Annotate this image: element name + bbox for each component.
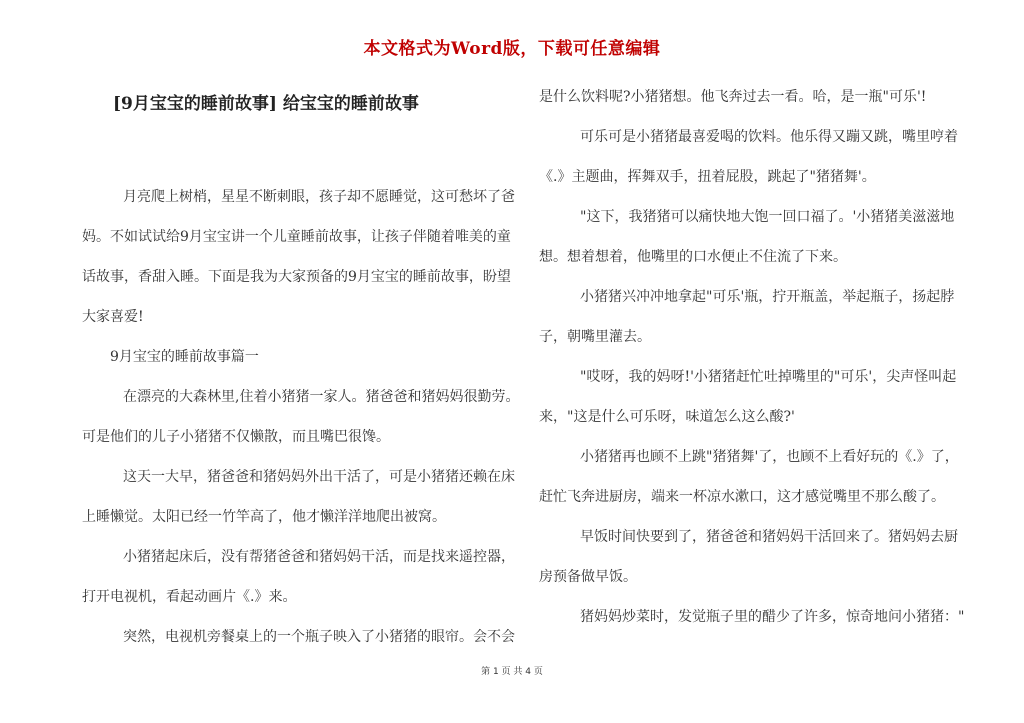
paragraph-line: 《.》主题曲，挥舞双手，扭着屁股，跳起了"猪猪舞'。	[539, 169, 876, 185]
paragraph-line: 上睡懒觉。太阳已经一竹竿高了，他才懒洋洋地爬出被窝。	[82, 509, 446, 525]
paragraph-line: 在漂亮的大森林里,住着小猪猪一家人。猪爸爸和猪妈妈很勤劳。	[123, 389, 520, 405]
paragraph-line: 赶忙飞奔进厨房，端来一杯凉水漱口，这才感觉嘴里不那么酸了。	[539, 489, 945, 505]
paragraph-line: 猪妈妈炒菜时，发觉瓶子里的醋少了许多，惊奇地问小猪猪："	[580, 609, 965, 625]
word-format-banner: 本文格式为Word版，下载可任意编辑	[363, 39, 661, 59]
paragraph-line: 打开电视机，看起动画片《.》来。	[82, 589, 297, 605]
paragraph-line: 小猪猪起床后，没有帮猪爸爸和猪妈妈干活，而是找来遥控器，	[123, 549, 515, 565]
paragraph-line: 小猪猪再也顾不上跳"猪猪舞'了，也顾不上看好玩的《.》了，	[580, 449, 959, 465]
paragraph-line: 妈。不如试试给9月宝宝讲一个儿童睡前故事，让孩子伴随着唯美的童	[82, 229, 511, 245]
page-number: 第 1 页 共 4 页	[481, 667, 543, 677]
paragraph-line: 可乐可是小猪猪最喜爱喝的饮料。他乐得又蹦又跳，嘴里哼着	[580, 129, 958, 145]
paragraph-line: 早饭时间快要到了，猪爸爸和猪妈妈干活回来了。猪妈妈去厨	[580, 529, 958, 545]
paragraph-line: 月亮爬上树梢，星星不断刺眼，孩子却不愿睡觉，这可愁坏了爸	[123, 189, 515, 205]
paragraph-line: 房预备做早饭。	[539, 569, 637, 585]
document-title: [9月宝宝的睡前故事] 给宝宝的睡前故事	[113, 94, 419, 114]
paragraph-line: 来，"这是什么可乐呀，味道怎么这么酸?'	[539, 409, 795, 425]
paragraph-line: "这下，我猪猪可以痛快地大饱一回口福了。'小猪猪美滋滋地	[580, 209, 955, 225]
paragraph-line: 想。想着想着，他嘴里的口水便止不住流了下来。	[539, 249, 847, 265]
paragraph-line: 小猪猪兴冲冲地拿起"可乐'瓶，拧开瓶盖，举起瓶子，扬起脖	[580, 289, 955, 305]
paragraph-line: 可是他们的儿子小猪猪不仅懒散，而且嘴巴很馋。	[82, 429, 390, 445]
paragraph-line: 大家喜爱!	[82, 309, 144, 325]
paragraph-line: 这天一大早，猪爸爸和猪妈妈外出干活了，可是小猪猪还赖在床	[123, 469, 515, 485]
section-heading: 9月宝宝的睡前故事篇一	[110, 349, 259, 365]
paragraph-line: 突然，电视机旁餐桌上的一个瓶子映入了小猪猪的眼帘。会不会	[123, 629, 515, 645]
paragraph-line: 话故事，香甜入睡。下面是我为大家预备的9月宝宝的睡前故事，盼望	[82, 269, 511, 285]
paragraph-line: 是什么饮料呢?小猪猪想。他飞奔过去一看。哈，是一瓶"可乐'!	[539, 89, 927, 105]
paragraph-line: "哎呀，我的妈呀!'小猪猪赶忙吐掉嘴里的"可乐'，尖声怪叫起	[580, 369, 957, 385]
paragraph-line: 子，朝嘴里灌去。	[539, 329, 651, 345]
